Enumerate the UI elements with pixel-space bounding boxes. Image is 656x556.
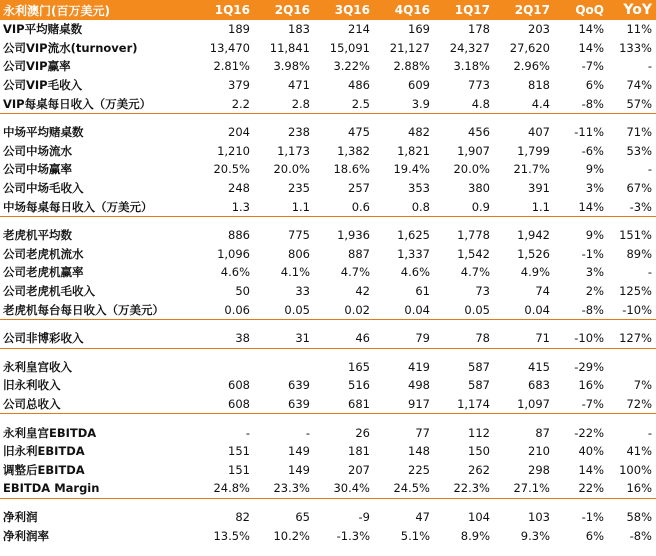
cell-value: 22% xyxy=(556,479,610,498)
cell-value: 79 xyxy=(376,329,436,348)
cell-value: 1,096 xyxy=(217,246,250,261)
cell-value: 380 xyxy=(468,181,490,196)
cell-value: 4.7% xyxy=(460,265,490,280)
cell-value: 27,620 xyxy=(509,40,550,55)
column-header: QoQ xyxy=(556,0,610,20)
cell-value: 1,625 xyxy=(397,228,430,243)
cell-value: -22% xyxy=(574,425,604,440)
cell-value: 0.04 xyxy=(376,300,436,319)
cell-value: 257 xyxy=(348,181,370,196)
cell-value: 165 xyxy=(348,359,370,374)
cell-value: 681 xyxy=(316,395,376,414)
cell-value: 1,526 xyxy=(517,246,550,261)
cell-value: 419 xyxy=(408,359,430,374)
cell-value: 1,936 xyxy=(337,228,370,243)
cell-value: 886 xyxy=(228,228,250,243)
cell-value: 2.88% xyxy=(393,59,430,74)
cell-value: -7% xyxy=(556,395,610,414)
section-spacer xyxy=(0,498,656,508)
column-header: 1Q16 xyxy=(196,0,256,20)
cell-value: 14% xyxy=(556,197,610,216)
table-row xyxy=(0,245,656,264)
cell-value: 23.3% xyxy=(256,479,316,498)
column-header: 3Q16 xyxy=(316,0,376,20)
cell-value: 3.18% xyxy=(453,59,490,74)
cell-value: 61 xyxy=(415,284,430,299)
table-row xyxy=(0,76,656,95)
cell-value: 587 xyxy=(468,359,490,374)
row-label: 公司总收入 xyxy=(0,395,196,414)
cell-value: 2.2 xyxy=(196,94,256,113)
cell-value: -8% xyxy=(629,528,652,543)
cell-value: 0.9 xyxy=(436,197,496,216)
table-row xyxy=(0,376,656,395)
row-label: 公司中场赢率 xyxy=(3,162,72,177)
cell-value: 24.8% xyxy=(196,479,256,498)
cell-value: 53% xyxy=(626,143,652,158)
cell-value: 9% xyxy=(585,228,604,243)
spacer-cell xyxy=(0,319,656,329)
cell-value: 238 xyxy=(288,125,310,140)
column-header: 4Q16 xyxy=(376,0,436,20)
table-row xyxy=(0,263,656,282)
row-label: 中场平均赌桌数 xyxy=(3,125,84,140)
cell-value: 4.1% xyxy=(280,265,310,280)
cell-value: 471 xyxy=(288,78,310,93)
cell-value: 20.5% xyxy=(213,162,250,177)
row-label: EBITDA Margin xyxy=(0,479,196,498)
cell-value: 181 xyxy=(348,444,370,459)
cell-value: 0.05 xyxy=(256,300,316,319)
cell-value: 203 xyxy=(528,22,550,37)
cell-value: 1,907 xyxy=(457,143,490,158)
cell-value: 87 xyxy=(535,425,550,440)
cell-value: 16% xyxy=(610,479,656,498)
cell-value: 3.98% xyxy=(273,59,310,74)
cell-value: 183 xyxy=(288,22,310,37)
cell-value: 104 xyxy=(468,509,490,524)
cell-value: 133% xyxy=(619,40,652,55)
row-label: VIP每桌每日收入（万美元） xyxy=(0,94,196,113)
table-row xyxy=(0,123,656,142)
cell-value: 2.8 xyxy=(256,94,316,113)
cell-value: 2.5 xyxy=(316,94,376,113)
cell-value xyxy=(256,358,316,377)
cell-value: 1,542 xyxy=(457,246,490,261)
cell-value xyxy=(610,358,656,377)
cell-value: - xyxy=(647,162,652,177)
cell-value: -8% xyxy=(556,94,610,113)
cell-value: 27.1% xyxy=(496,479,556,498)
section-spacer xyxy=(0,216,656,226)
cell-value: 775 xyxy=(288,228,310,243)
cell-value: 806 xyxy=(288,246,310,261)
row-label: 公司VIP赢率 xyxy=(3,59,71,74)
table-row xyxy=(0,39,656,58)
section-spacer xyxy=(0,414,656,424)
row-label: 公司中场毛收入 xyxy=(3,181,84,196)
cell-value: 74% xyxy=(626,78,652,93)
cell-value: 50 xyxy=(235,284,250,299)
cell-value: 15,091 xyxy=(329,40,370,55)
cell-value: 24,327 xyxy=(449,40,490,55)
cell-value: -6% xyxy=(581,143,604,158)
row-label: 公司中场流水 xyxy=(3,143,72,158)
cell-value: 683 xyxy=(528,378,550,393)
cell-value: 72% xyxy=(610,395,656,414)
cell-value: 71 xyxy=(496,329,556,348)
cell-value: 4.6% xyxy=(400,265,430,280)
cell-value: 14% xyxy=(578,462,604,477)
cell-value: 7% xyxy=(633,378,652,393)
cell-value: 0.6 xyxy=(316,197,376,216)
cell-value: 127% xyxy=(610,329,656,348)
cell-value: -7% xyxy=(581,59,604,74)
spacer-cell xyxy=(0,498,656,508)
row-label: VIP平均赌桌数 xyxy=(3,22,83,37)
row-label: 旧永利EBITDA xyxy=(3,444,85,459)
cell-value: 40% xyxy=(578,444,604,459)
cell-value: -9 xyxy=(358,509,370,524)
cell-value: -11% xyxy=(574,125,604,140)
cell-value: 38 xyxy=(196,329,256,348)
table-row xyxy=(0,179,656,198)
cell-value: -10% xyxy=(610,300,656,319)
cell-value: 11,841 xyxy=(269,40,310,55)
row-label: 永利皇宫收入 xyxy=(3,359,72,374)
cell-value: 2.81% xyxy=(213,59,250,74)
cell-value: 151 xyxy=(228,444,250,459)
table-row xyxy=(0,526,656,545)
cell-value: 30.4% xyxy=(316,479,376,498)
cell-value: 391 xyxy=(528,181,550,196)
cell-value: 917 xyxy=(376,395,436,414)
table-row xyxy=(0,479,656,498)
cell-value: 4.4 xyxy=(496,94,556,113)
cell-value: 46 xyxy=(316,329,376,348)
cell-value: 3.22% xyxy=(333,59,370,74)
row-label: 中场每桌每日收入（万美元） xyxy=(0,197,196,216)
cell-value: 1,799 xyxy=(517,143,550,158)
row-label: 永利皇宫EBITDA xyxy=(3,425,97,440)
cell-value: 486 xyxy=(348,78,370,93)
cell-value: 21,127 xyxy=(389,40,430,55)
cell-value: 1,337 xyxy=(397,246,430,261)
cell-value: 587 xyxy=(468,378,490,393)
cell-value: 57% xyxy=(610,94,656,113)
cell-value: 1,942 xyxy=(517,228,550,243)
cell-value: 14% xyxy=(578,22,604,37)
cell-value: 9.3% xyxy=(520,528,550,543)
cell-value: 0.02 xyxy=(316,300,376,319)
table-title: 永利澳门(百万美元) xyxy=(0,0,196,20)
cell-value: 4.8 xyxy=(436,94,496,113)
cell-value: 103 xyxy=(528,509,550,524)
cell-value: 298 xyxy=(528,462,550,477)
cell-value: 4.6% xyxy=(220,265,250,280)
spacer-cell xyxy=(0,348,656,358)
table-row xyxy=(0,160,656,179)
section-spacer xyxy=(0,348,656,358)
cell-value: 1,821 xyxy=(397,143,430,158)
cell-value: 773 xyxy=(468,78,490,93)
row-label: 公司老虎机流水 xyxy=(3,246,84,261)
cell-value: 1,174 xyxy=(436,395,496,414)
cell-value: 18.6% xyxy=(333,162,370,177)
cell-value: 4.7% xyxy=(340,265,370,280)
row-label: 公司非博彩收入 xyxy=(0,329,196,348)
cell-value: - xyxy=(647,425,652,440)
cell-value: 1,778 xyxy=(457,228,490,243)
cell-value: 0.06 xyxy=(196,300,256,319)
cell-value: 887 xyxy=(348,246,370,261)
cell-value: 82 xyxy=(235,509,250,524)
cell-value: 11% xyxy=(626,22,652,37)
spacer-cell xyxy=(0,414,656,424)
cell-value: 9% xyxy=(585,162,604,177)
cell-value: 498 xyxy=(408,378,430,393)
cell-value: 21.7% xyxy=(513,162,550,177)
cell-value: 2.96% xyxy=(513,59,550,74)
cell-value: 67% xyxy=(626,181,652,196)
cell-value: 150 xyxy=(468,444,490,459)
table-row xyxy=(0,329,656,348)
row-label: 老虎机平均数 xyxy=(3,228,72,243)
row-label: 调整后EBITDA xyxy=(3,462,85,477)
table-row xyxy=(0,460,656,479)
cell-value: 10.2% xyxy=(273,528,310,543)
table-row xyxy=(0,226,656,245)
cell-value: 151% xyxy=(619,228,652,243)
table-row xyxy=(0,395,656,414)
cell-value: 149 xyxy=(288,444,310,459)
table-row xyxy=(0,142,656,161)
cell-value: 608 xyxy=(228,378,250,393)
cell-value: 14% xyxy=(578,40,604,55)
cell-value: 78 xyxy=(436,329,496,348)
cell-value: 1.1 xyxy=(496,197,556,216)
cell-value: 1.3 xyxy=(196,197,256,216)
table-row xyxy=(0,300,656,319)
section-spacer xyxy=(0,113,656,123)
cell-value: 639 xyxy=(288,378,310,393)
cell-value: 20.0% xyxy=(273,162,310,177)
cell-value: -3% xyxy=(610,197,656,216)
spacer-cell xyxy=(0,113,656,123)
row-label: 公司老虎机赢率 xyxy=(3,265,84,280)
cell-value: 65 xyxy=(295,509,310,524)
table-row xyxy=(0,197,656,216)
cell-value: 3.9 xyxy=(376,94,436,113)
cell-value: 6% xyxy=(585,528,604,543)
cell-value: 407 xyxy=(528,125,550,140)
cell-value: 1,382 xyxy=(337,143,370,158)
cell-value: 262 xyxy=(468,462,490,477)
table-row xyxy=(0,442,656,461)
cell-value: 13,470 xyxy=(209,40,250,55)
cell-value: 2% xyxy=(585,284,604,299)
cell-value: 415 xyxy=(528,359,550,374)
table-row xyxy=(0,20,656,39)
cell-value: 4.9% xyxy=(520,265,550,280)
column-header: YoY xyxy=(610,0,656,20)
table-body xyxy=(0,20,656,545)
cell-value: 149 xyxy=(288,462,310,477)
table-row xyxy=(0,358,656,377)
cell-value: 13.5% xyxy=(213,528,250,543)
cell-value: 33 xyxy=(295,284,310,299)
cell-value: 516 xyxy=(348,378,370,393)
cell-value: 456 xyxy=(468,125,490,140)
cell-value: 42 xyxy=(355,284,370,299)
cell-value: 89% xyxy=(626,246,652,261)
cell-value: 353 xyxy=(408,181,430,196)
row-label: 公司VIP流水(turnover) xyxy=(3,40,138,55)
cell-value: - xyxy=(305,425,310,440)
cell-value: 26 xyxy=(355,425,370,440)
cell-value: 20.0% xyxy=(453,162,490,177)
cell-value xyxy=(196,358,256,377)
cell-value: -10% xyxy=(556,329,610,348)
table-row xyxy=(0,57,656,76)
cell-value: 22.3% xyxy=(436,479,496,498)
cell-value: 74 xyxy=(535,284,550,299)
row-label: 老虎机每台每日收入（万美元） xyxy=(0,300,196,319)
cell-value: 148 xyxy=(408,444,430,459)
cell-value: 24.5% xyxy=(376,479,436,498)
cell-value: 31 xyxy=(256,329,316,348)
cell-value: 210 xyxy=(528,444,550,459)
cell-value: 71% xyxy=(626,125,652,140)
cell-value: 151 xyxy=(228,462,250,477)
table-row xyxy=(0,508,656,527)
row-label: 净利润率 xyxy=(3,528,49,543)
cell-value: 16% xyxy=(578,378,604,393)
row-label: 公司VIP毛收入 xyxy=(3,78,83,93)
cell-value: -1% xyxy=(581,509,604,524)
cell-value: 207 xyxy=(348,462,370,477)
cell-value: 6% xyxy=(585,78,604,93)
table-header-row xyxy=(0,0,656,20)
column-header: 2Q17 xyxy=(496,0,556,20)
cell-value: 100% xyxy=(619,462,652,477)
cell-value: 178 xyxy=(468,22,490,37)
cell-value: 475 xyxy=(348,125,370,140)
cell-value: 41% xyxy=(626,444,652,459)
cell-value: 5.1% xyxy=(400,528,430,543)
cell-value: -1.3% xyxy=(336,528,370,543)
row-label: 公司老虎机毛收入 xyxy=(3,284,95,299)
cell-value: -1% xyxy=(581,246,604,261)
cell-value: 169 xyxy=(408,22,430,37)
cell-value: 818 xyxy=(528,78,550,93)
cell-value: 482 xyxy=(408,125,430,140)
cell-value: 77 xyxy=(415,425,430,440)
cell-value: 19.4% xyxy=(393,162,430,177)
cell-value: 0.8 xyxy=(376,197,436,216)
cell-value: 3% xyxy=(585,181,604,196)
cell-value: -8% xyxy=(556,300,610,319)
column-header: 1Q17 xyxy=(436,0,496,20)
cell-value: 608 xyxy=(196,395,256,414)
cell-value: 609 xyxy=(408,78,430,93)
cell-value: - xyxy=(647,59,652,74)
cell-value: 379 xyxy=(228,78,250,93)
cell-value: 248 xyxy=(228,181,250,196)
cell-value: 1,210 xyxy=(217,143,250,158)
spacer-cell xyxy=(0,216,656,226)
cell-value: 1.1 xyxy=(256,197,316,216)
cell-value: 204 xyxy=(228,125,250,140)
column-header: 2Q16 xyxy=(256,0,316,20)
row-label: 旧永利收入 xyxy=(3,378,61,393)
cell-value: -29% xyxy=(574,359,604,374)
section-spacer xyxy=(0,319,656,329)
cell-value: 639 xyxy=(256,395,316,414)
cell-value: 47 xyxy=(415,509,430,524)
cell-value: 3% xyxy=(585,265,604,280)
cell-value: 214 xyxy=(348,22,370,37)
cell-value: 58% xyxy=(626,509,652,524)
cell-value: 125% xyxy=(619,284,652,299)
cell-value: 235 xyxy=(288,181,310,196)
row-label: 净利润 xyxy=(3,509,38,524)
cell-value: 1,173 xyxy=(277,143,310,158)
cell-value: - xyxy=(245,425,250,440)
table-row xyxy=(0,423,656,442)
cell-value: 189 xyxy=(228,22,250,37)
cell-value: 0.05 xyxy=(436,300,496,319)
cell-value: 0.04 xyxy=(496,300,556,319)
cell-value: 112 xyxy=(468,425,490,440)
cell-value: 73 xyxy=(475,284,490,299)
cell-value: 8.9% xyxy=(460,528,490,543)
table-row xyxy=(0,94,656,113)
cell-value: - xyxy=(647,265,652,280)
cell-value: 1,097 xyxy=(496,395,556,414)
table-row xyxy=(0,282,656,301)
cell-value: 225 xyxy=(408,462,430,477)
